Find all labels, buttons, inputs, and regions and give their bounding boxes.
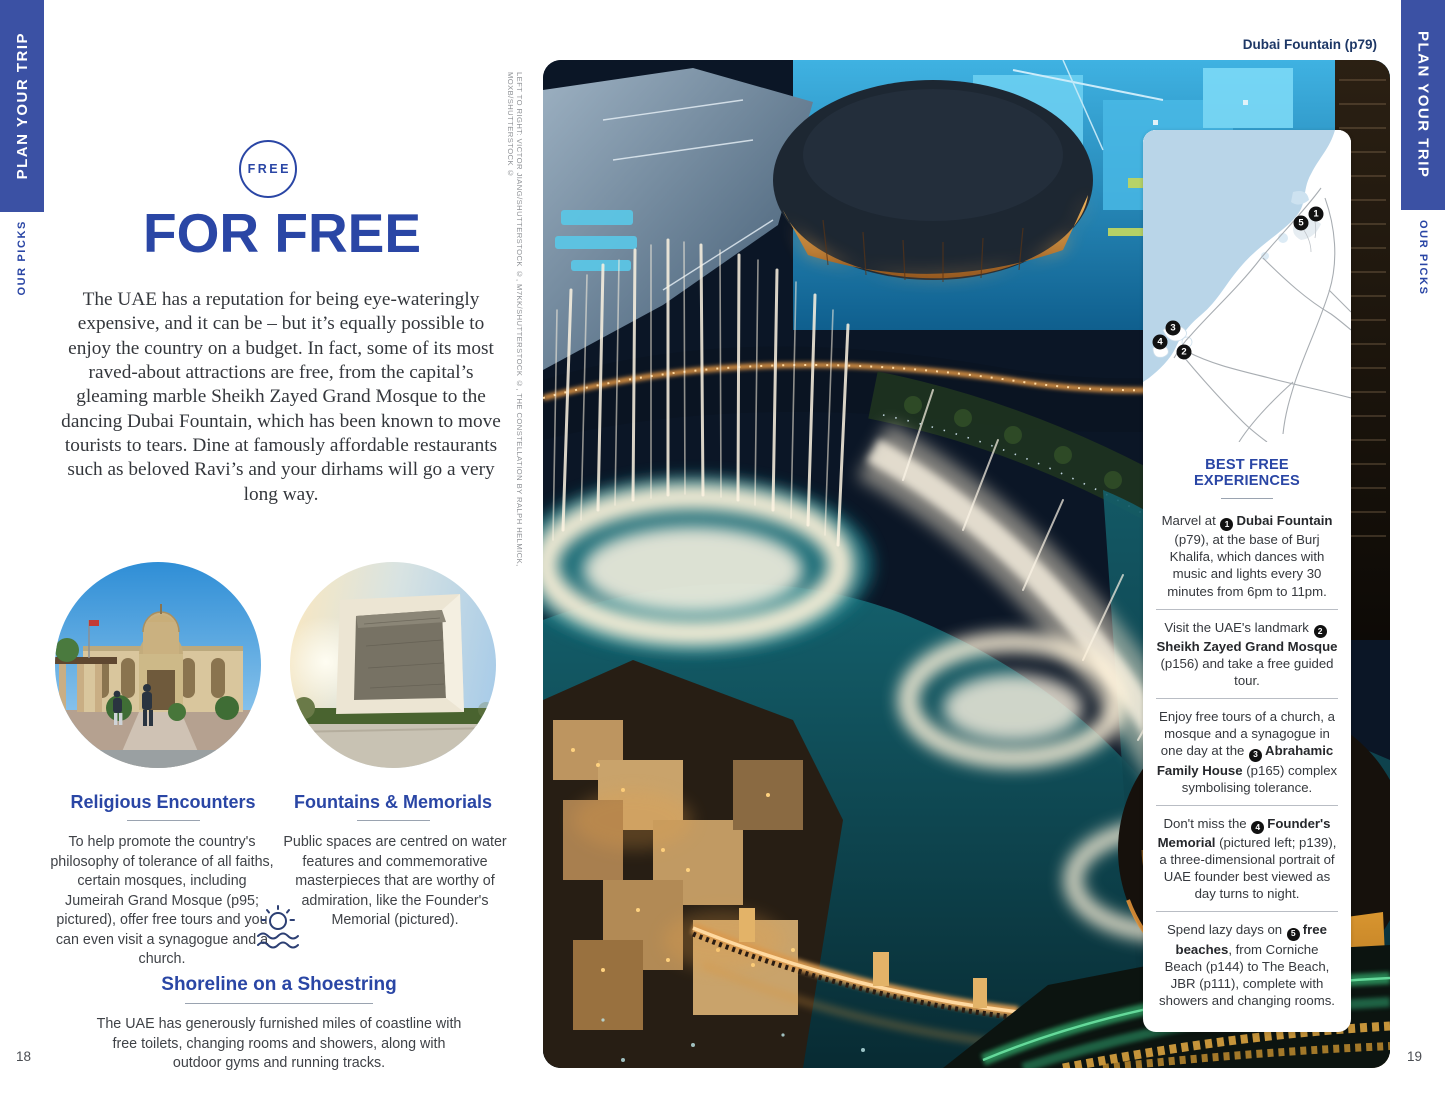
- shoreline-heading: Shoreline on a Shoestring: [161, 974, 397, 995]
- left-sidebar-tab: [0, 0, 44, 212]
- best-free-item: Enjoy free tours of a church, a mosque and a synagogue in one day at the 3 Abrahamic Family House (p165) complex symbolising tolerance.: [1156, 698, 1338, 805]
- map-marker-5: 5: [1294, 216, 1309, 231]
- page-number-left: 18: [16, 1049, 32, 1064]
- map-marker-3: 3: [1166, 321, 1181, 336]
- heading-rule: [127, 820, 200, 821]
- page-number-right: 19: [1407, 1049, 1423, 1064]
- card-items: [1156, 503, 1338, 1018]
- best-free-item: Marvel at 1 Dubai Fountain (p79), at the base of Burj Khalifa, which dances with music and lights every 30 minutes from 6pm to 11pm.: [1161, 513, 1333, 599]
- uae-map: [1143, 130, 1351, 442]
- left-sidebar-subtab: [0, 212, 44, 304]
- sun-over-waves-icon: [255, 903, 301, 951]
- section-heading-fountains: Fountains & Memorials: [293, 792, 493, 812]
- page-title: FOR FREE: [142, 202, 422, 264]
- numbered-marker: 3: [1249, 749, 1262, 762]
- free-badge-label: FREE: [247, 162, 291, 176]
- intro-paragraph: The UAE has a reputation for being eye-wateringly expensive, and it can be – but it’s equally possible to enjoy the country on a budget. In fact, some of its most raved-about attractions are free, from the capital’s gleaming marble Sheikh Zayed Grand Mosque to the dancing Dubai Fountain, which has been known to move tourists to tears. Dine at famously affordable restaurants such as beloved Ravi’s and your dirhams will go a very long way.: [61, 289, 501, 505]
- section-body-religious: To help promote the country's philosophy of tolerance of all faiths, certain mosques, including Jumeirah Grand Mosque (p95; pictured), offer free tours and you can even visit a synagogue and a church.: [50, 834, 274, 968]
- best-free-item: Don't miss the 4 Founder's Memorial (pictured left; p139), a three-dimensional portrait of UAE founder best viewed as day turns to night.: [1156, 805, 1338, 912]
- best-free-item: Spend lazy days on 5 free beaches, from Corniche Beach (p144) to The Beach, JBR (p111), complete with showers and changing rooms.: [1156, 911, 1338, 1018]
- photo-caption: Dubai Fountain (p79): [1242, 37, 1377, 52]
- section-body-fountains: Public spaces are centred on water features and commemorative masterpieces that are worthy of admiration, like the Founder's Memorial (pictured).: [283, 834, 507, 929]
- free-badge: [239, 140, 297, 198]
- mosque-photo: [55, 562, 261, 768]
- section-heading-religious: Religious Encounters: [70, 792, 256, 812]
- founders-memorial-photo-art: [290, 562, 496, 768]
- numbered-marker: 4: [1251, 821, 1264, 834]
- numbered-marker: 1: [1220, 518, 1233, 531]
- card-title: BEST FREE EXPERIENCES: [1193, 457, 1300, 489]
- founders-memorial-photo: [290, 562, 496, 768]
- best-free-item: Visit the UAE's landmark 2Sheikh Zayed Grand Mosque (p156) and take a free guided tour.: [1156, 609, 1338, 699]
- map-marker-1: 1: [1309, 207, 1324, 222]
- shoreline-body: The UAE has generously furnished miles of coastline with free toilets, changing rooms and showers, along with outdoor gyms and running tracks.: [96, 1016, 462, 1072]
- map-marker-4: 4: [1153, 335, 1168, 350]
- right-sidebar-tab: [1401, 0, 1445, 210]
- left-sidebar-subtab-label: OUR PICKS: [16, 220, 28, 296]
- numbered-marker: 2: [1314, 625, 1327, 638]
- uae-map-art: [1143, 130, 1351, 442]
- map-marker-2: 2: [1177, 345, 1192, 360]
- mosque-photo-art: [55, 562, 261, 768]
- left-sidebar-tab-label: PLAN YOUR TRIP: [13, 32, 31, 180]
- numbered-marker: 5: [1287, 928, 1300, 941]
- card-title-rule: [1221, 498, 1273, 499]
- photo-credit: LEFT TO RIGHT: VICTOR JIANG/SHUTTERSTOCK ©, M7KK/SHUTTERSTOCK ©, THE CONSTELLATION BY RALPH HELMICK, MOXB/SHUTTERSTOCK ©: [506, 72, 524, 567]
- right-sidebar-tab-label: PLAN YOUR TRIP: [1414, 31, 1432, 179]
- heading-rule: [185, 1003, 373, 1004]
- heading-rule: [357, 820, 430, 821]
- right-sidebar-subtab: [1401, 210, 1445, 305]
- best-free-experiences-card: [1143, 130, 1351, 1032]
- right-sidebar-subtab-label: OUR PICKS: [1417, 219, 1429, 296]
